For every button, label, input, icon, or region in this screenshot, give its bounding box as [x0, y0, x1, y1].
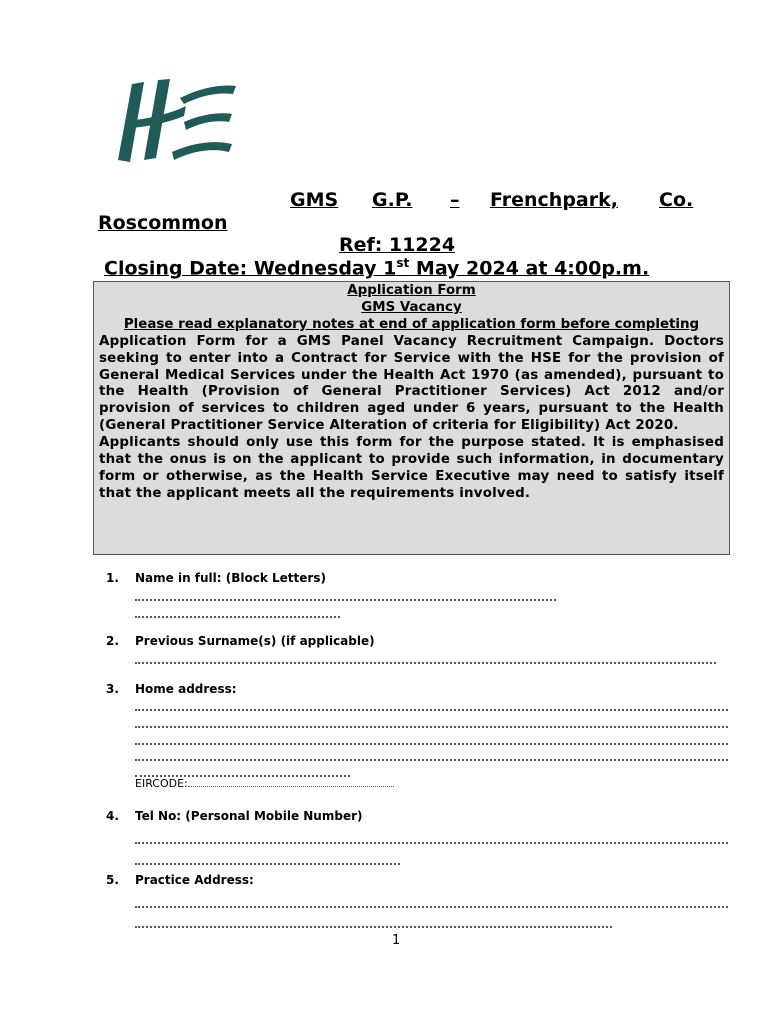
notice-paragraph: Application Form for a GMS Panel Vacancy Recruitment Campaign. Doctors seeking to enter into a Contract for Service with the HSE for the provision of General Medical Services under the Health Act 1970 (as amended), pursuant to the Health (Provision of General Practitioner Services) Act 2012 and/or provision of services to children aged under 6 years, pursuant to the Health (General Practitioner Service Alteration of criteria for Eligibility) Act 2020. — [99, 333, 724, 434]
home-address-entry-line[interactable] — [135, 733, 728, 745]
notice-paragraph: Applicants should only use this form for the purpose stated. It is emphasised that the onus is on the applicant to provide such information, in documentary form or otherwise, as the Health Service Executive may need to satisfy itself that the applicant meets all the requirements involved. — [99, 435, 724, 501]
tel-no-entry-line[interactable] — [135, 832, 728, 844]
field-label: Home address: — [135, 682, 237, 696]
home-address-entry-line[interactable] — [135, 699, 728, 711]
page-number: 1 — [392, 933, 401, 948]
title-word: G.P. — [372, 189, 413, 211]
home-address-entry-line[interactable] — [135, 765, 350, 777]
notice-heading-vacancy: GMS Vacancy — [361, 299, 462, 315]
name-entry-line[interactable] — [135, 589, 556, 601]
eircode-label: EIRCODE: — [135, 777, 188, 790]
home-address-entry-line[interactable] — [135, 716, 728, 728]
field-number: 1. — [106, 571, 119, 585]
eircode-field — [135, 777, 394, 790]
closing-date: Closing Date: Wednesday 1st May 2024 at 4:00p.m. — [104, 256, 650, 280]
reference-number: Ref: 11224 — [338, 234, 456, 256]
field-label: Name in full: (Block Letters) — [135, 571, 326, 585]
notice-heading-instructions: Please read explanatory notes at end of application form before completing — [123, 316, 700, 332]
title-word: GMS — [290, 189, 339, 211]
field-number: 2. — [106, 634, 119, 648]
hse-logo — [114, 76, 238, 164]
title-word: Co. — [659, 189, 694, 211]
notice-heading-form: Application Form — [347, 283, 476, 298]
field-label: Practice Address: — [135, 873, 254, 887]
field-label: Previous Surname(s) (if applicable) — [135, 634, 375, 648]
name-entry-line[interactable] — [135, 606, 340, 618]
field-number: 4. — [106, 809, 119, 823]
eircode-entry-line[interactable] — [188, 778, 394, 787]
field-number: 3. — [106, 682, 119, 696]
home-address-entry-line[interactable] — [135, 749, 728, 761]
title-word: Frenchpark, — [490, 189, 618, 211]
document-title-line-2: Roscommon — [98, 212, 228, 234]
practice-address-entry-line[interactable] — [135, 896, 728, 908]
field-label: Tel No: (Personal Mobile Number) — [135, 809, 363, 823]
tel-no-entry-line[interactable] — [135, 853, 400, 865]
previous-surname-entry-line[interactable] — [135, 652, 716, 664]
title-word: – — [450, 189, 460, 211]
notice-box — [93, 281, 730, 555]
practice-address-entry-line[interactable] — [135, 916, 612, 928]
field-number: 5. — [106, 873, 119, 887]
